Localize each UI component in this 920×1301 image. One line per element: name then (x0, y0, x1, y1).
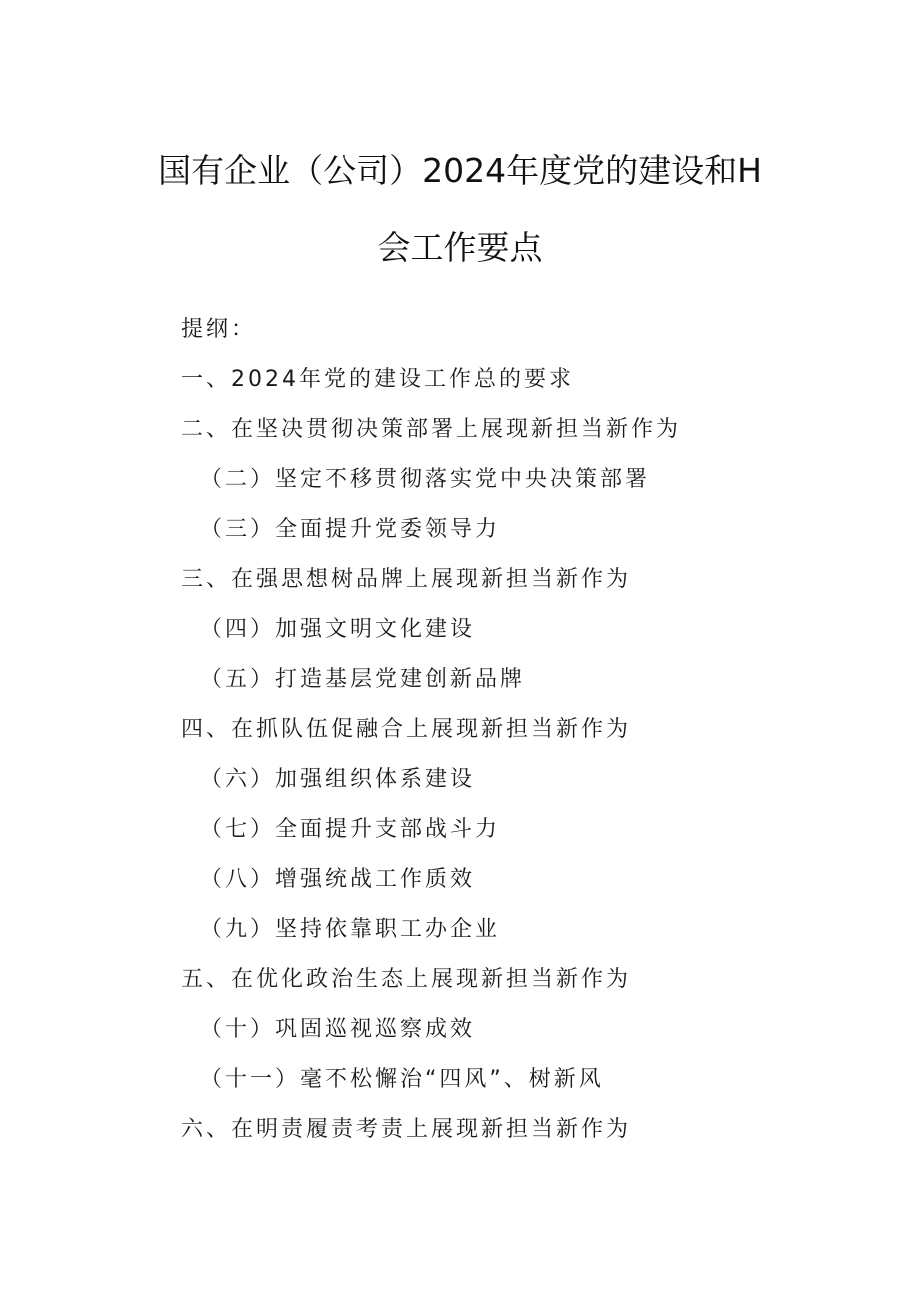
outline-subitem: （五）打造基层党建创新品牌 (200, 667, 526, 692)
outline-subitem: （六）加强组织体系建设 (200, 767, 476, 792)
outline-subitem: （二）坚定不移贯彻落实党中央决策部署 (200, 467, 651, 492)
outline-subitem: （十一）毫不松懈治“四风”、树新风 (200, 1067, 604, 1092)
outline-heading: 二、在坚决贯彻决策部署上展现新担当新作为 (181, 417, 682, 442)
outline-heading: 六、在明责履责考责上展现新担当新作为 (181, 1117, 632, 1142)
outline-subitem: （三）全面提升党委领导力 (200, 517, 501, 542)
outline-subitem: （九）坚持依靠职工办企业 (200, 917, 501, 942)
document-title-line-2: 会工作要点 (377, 228, 543, 267)
outline-heading: 四、在抓队伍促融合上展现新担当新作为 (181, 717, 632, 742)
outline-subitem: （八）增强统战工作质效 (200, 867, 476, 892)
outline-subitem: （七）全面提升支部战斗力 (200, 817, 501, 842)
outline-heading: 五、在优化政治生态上展现新担当新作为 (181, 967, 632, 992)
outline-list (181, 363, 881, 1163)
outline-label: 提纲： (181, 317, 257, 342)
outline-subitem: （十）巩固巡视巡察成效 (200, 1017, 476, 1042)
document-title-line-1: 国有企业（公司）2024年度党的建设和H (158, 151, 762, 190)
outline-heading: 三、在强思想树品牌上展现新担当新作为 (181, 567, 632, 592)
outline-subitem: （四）加强文明文化建设 (200, 617, 476, 642)
outline-section (181, 313, 881, 1163)
outline-heading: 一、2024年党的建设工作总的要求 (181, 367, 574, 392)
